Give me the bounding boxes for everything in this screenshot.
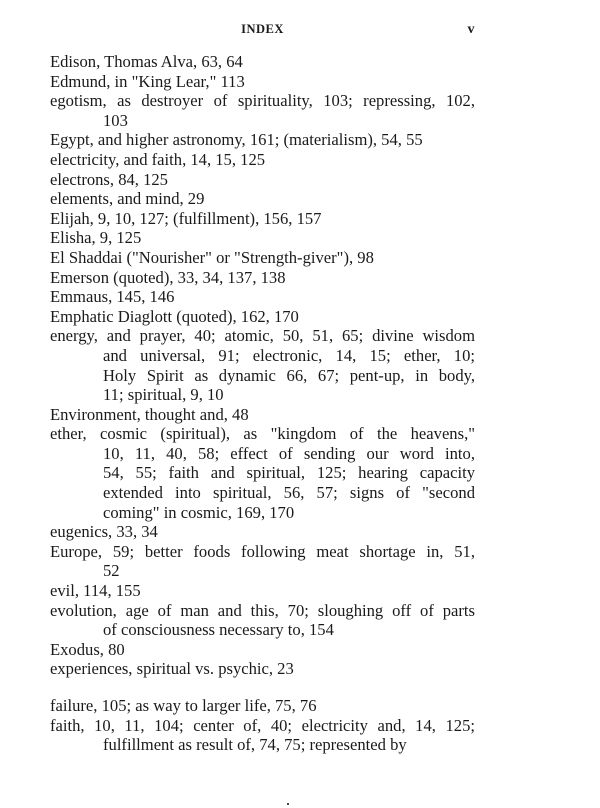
index-entry-continuation: 52 (103, 561, 120, 581)
index-entry-continuation: of consciousness necessary to, 154 (103, 620, 334, 640)
index-entry-continuation: coming" in cosmic, 169, 170 (103, 502, 295, 522)
index-entry-line: Europe, 59; better foods following meat shortage in, 51, (50, 541, 475, 561)
index-entry-line: Elisha, 9, 125 (50, 228, 142, 248)
index-entry (50, 248, 475, 268)
index-entry (50, 268, 475, 288)
letter-group-gap (50, 679, 475, 696)
index-entry-line: electrons, 84, 125 (50, 169, 168, 189)
index-entry (50, 209, 475, 229)
index-entry-continuation: Holy Spirit as dynamic 66, 67; pent-up, in body, (103, 365, 475, 385)
index-entry (50, 659, 475, 679)
index-entry-line: electricity, and faith, 14, 15, 125 (50, 149, 266, 169)
index-entry-line: Elijah, 9, 10, 127; (fulfillment), 156, 157 (50, 208, 322, 228)
index-entry (50, 91, 475, 130)
scan-speck (287, 803, 289, 805)
index-entry-line: Egypt, and higher astronomy, 161; (materialism), 54, 55 (50, 130, 423, 150)
index-entry (50, 150, 475, 170)
index-entry-line: energy, and prayer, 40; atomic, 50, 51, 65; divine wisdom (50, 326, 475, 346)
index-entry (50, 424, 475, 522)
index-entry (50, 52, 475, 72)
index-entry-line: Exodus, 80 (50, 639, 125, 659)
index-entry-continuation: 10, 11, 40, 58; effect of sending our word into, (103, 443, 475, 463)
index-entry-line: Emmaus, 145, 146 (50, 287, 175, 307)
index-entry-line: Emphatic Diaglott (quoted), 162, 170 (50, 306, 299, 326)
index-entry-line: failure, 105; as way to larger life, 75, 76 (50, 696, 317, 715)
index-entry (50, 72, 475, 92)
index-entry-line: Edmund, in "King Lear," 113 (50, 71, 245, 91)
index-entry-line: Emerson (quoted), 33, 34, 137, 138 (50, 267, 286, 287)
index-entry-continuation: 11; spiritual, 9, 10 (103, 385, 224, 405)
index-entry (50, 228, 475, 248)
index-entry (50, 542, 475, 581)
index-entry-line: Edison, Thomas Alva, 63, 64 (50, 52, 243, 71)
index-entry (50, 130, 475, 150)
index-entry-continuation: 103 (103, 110, 128, 130)
page-title: INDEX (241, 22, 284, 36)
index-entry-continuation: 54, 55; faith and spiritual, 125; hearing capacity (103, 463, 475, 483)
index-entry (50, 307, 475, 327)
index-entry-line: evolution, age of man and this, 70; sloughing off of parts (50, 600, 475, 620)
index-entry (50, 716, 475, 755)
index-entry-line: experiences, spiritual vs. psychic, 23 (50, 659, 294, 679)
index-list (50, 52, 475, 755)
index-entry (50, 640, 475, 660)
index-entry (50, 287, 475, 307)
index-entry (50, 405, 475, 425)
index-entry (50, 522, 475, 542)
page-number: v (467, 22, 475, 37)
index-entry-line: evil, 114, 155 (50, 581, 141, 601)
index-entry-line: egotism, as destroyer of spirituality, 103; repressing, 102, (50, 91, 475, 111)
index-entry (50, 326, 475, 404)
index-entry-line: eugenics, 33, 34 (50, 522, 158, 542)
index-entry-line: elements, and mind, 29 (50, 189, 205, 209)
index-entry-continuation: fulfillment as result of, 74, 75; represented by (103, 735, 407, 755)
index-entry (50, 170, 475, 190)
index-entry (50, 189, 475, 209)
index-entry-continuation: extended into spiritual, 56, 57; signs of "second (103, 483, 475, 503)
index-entry (50, 601, 475, 640)
index-entry (50, 696, 475, 716)
index-entry-line: ether, cosmic (spiritual), as "kingdom of the heavens," (50, 424, 475, 444)
running-head (50, 22, 475, 42)
index-entry-line: faith, 10, 11, 104; center of, 40; electricity and, 14, 125; (50, 715, 475, 735)
index-entry-line: El Shaddai ("Nourisher" or "Strength-giver"), 98 (50, 247, 374, 267)
index-entry-line: Environment, thought and, 48 (50, 404, 249, 424)
index-entry (50, 581, 475, 601)
index-entry-continuation: and universal, 91; electronic, 14, 15; ether, 10; (103, 345, 475, 365)
